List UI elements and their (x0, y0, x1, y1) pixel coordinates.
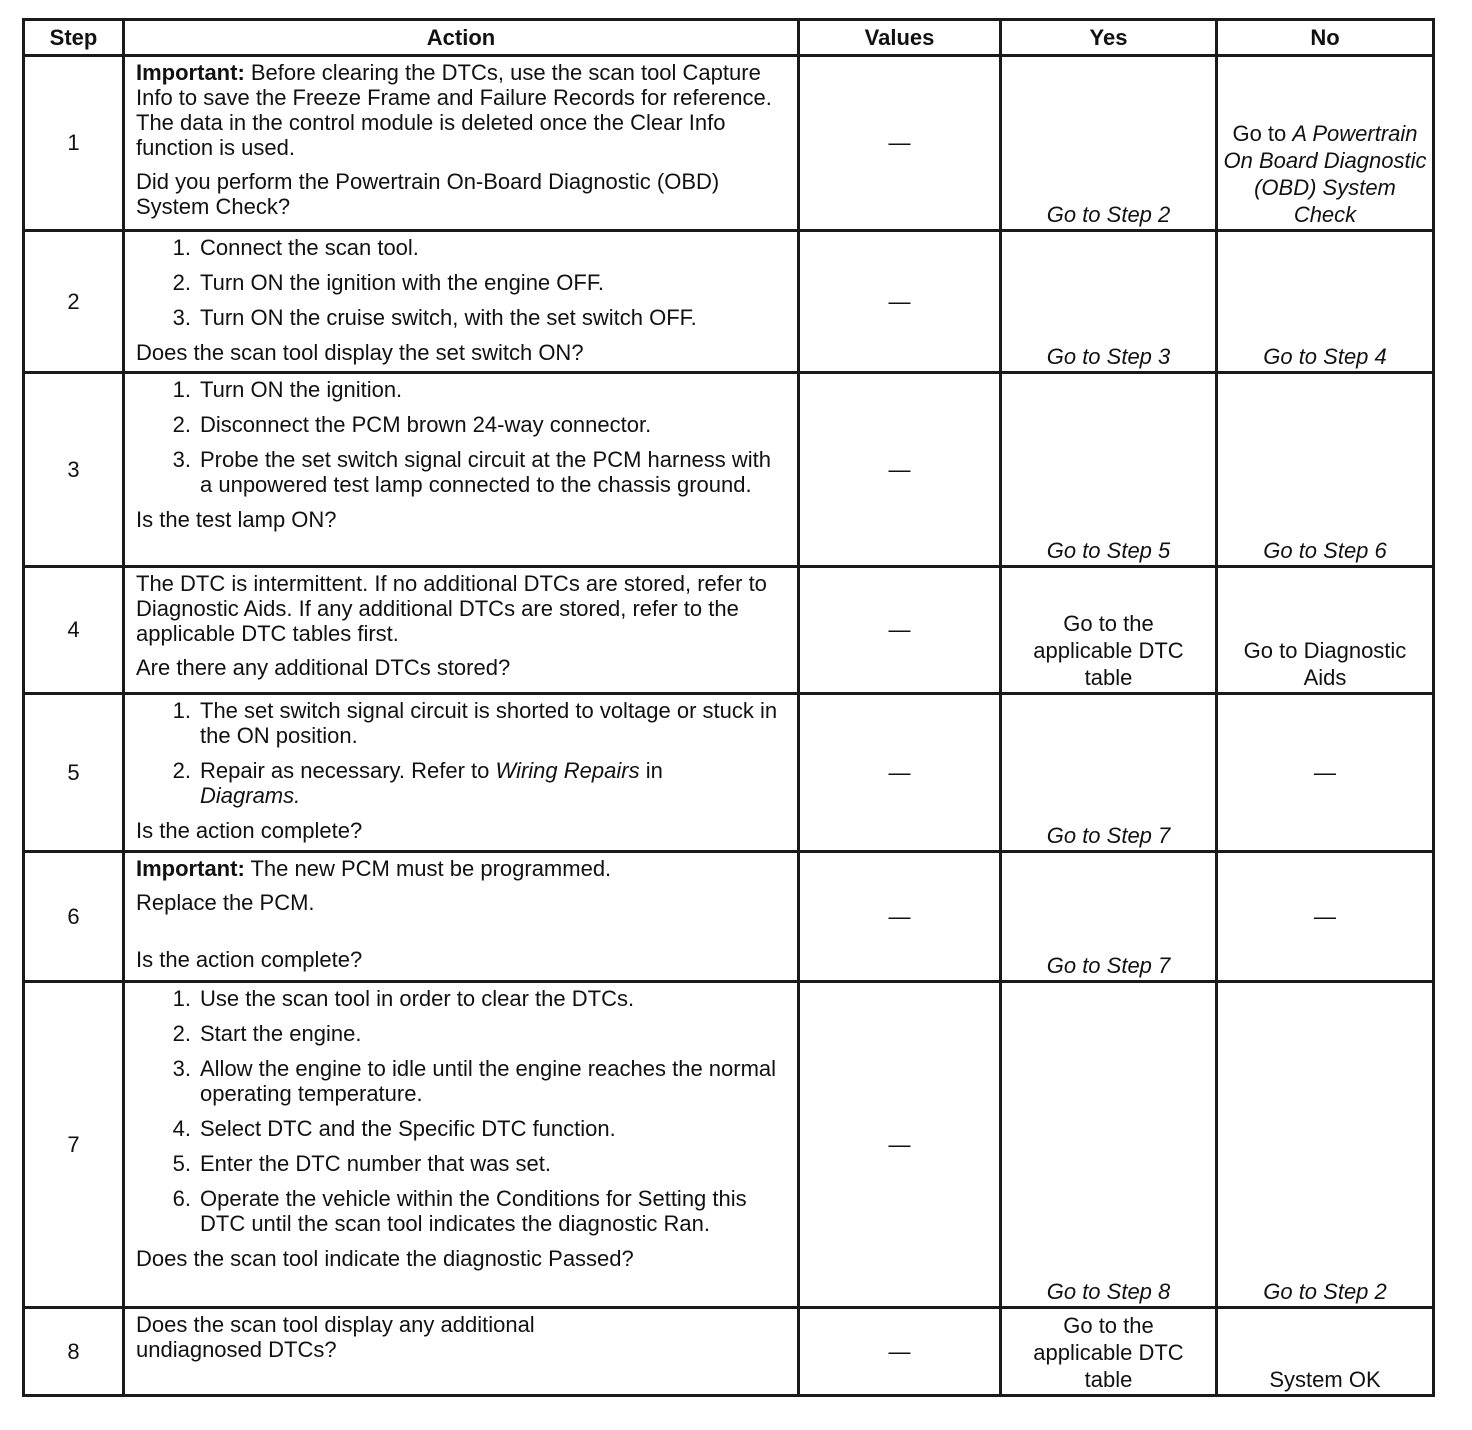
action-question: Does the scan tool display the set switch ON? (136, 340, 584, 365)
action-list (136, 986, 787, 1236)
list-item: 3. Probe the set switch signal circuit at the PCM harness with a unpowered test lamp connected to the chassis ground. (172, 447, 772, 497)
no-cell: — (1217, 694, 1434, 852)
step-number: 3 (24, 373, 124, 567)
values-cell: — (799, 373, 1001, 567)
action-cell (124, 694, 799, 852)
values-cell: — (799, 567, 1001, 694)
table-row (24, 373, 1434, 567)
header-row (24, 20, 1434, 56)
header-step: Step (24, 20, 124, 56)
step-number: 2 (24, 231, 124, 373)
table-row (24, 694, 1434, 852)
list-item: 3. Allow the engine to idle until the engine reaches the normal operating temperature. (172, 1056, 777, 1106)
list-item: 2. Disconnect the PCM brown 24-way connector. (172, 412, 652, 437)
list-item: 2. Turn ON the ignition with the engine OFF. (172, 270, 604, 295)
yes-cell: Go to Step 7 (1001, 694, 1217, 852)
diagnostic-table-container (22, 18, 1432, 1397)
step-number: 6 (24, 852, 124, 982)
no-link: A Powertrain On Board Diagnostic (OBD) System Check (1223, 121, 1427, 227)
action-important (136, 60, 787, 160)
diagnostic-table (22, 18, 1435, 1397)
step-number: 8 (24, 1308, 124, 1396)
action-list (136, 698, 787, 808)
action-cell (124, 982, 799, 1308)
action-question: Does the scan tool indicate the diagnostic Passed? (136, 1246, 634, 1271)
action-important (136, 856, 787, 881)
header-no: No (1217, 20, 1434, 56)
action-cell (124, 852, 799, 982)
yes-cell: Go to Step 2 (1001, 56, 1217, 231)
action-cell (124, 56, 799, 231)
table-row (24, 852, 1434, 982)
list-item: 1. The set switch signal circuit is shorted to voltage or stuck in the ON position. (172, 698, 778, 748)
table-row (24, 982, 1434, 1308)
table-row (24, 1308, 1434, 1396)
list-item: 5. Enter the DTC number that was set. (172, 1151, 551, 1176)
yes-cell: Go to the applicable DTC table (1001, 567, 1217, 694)
important-text: The new PCM must be programmed. (244, 856, 612, 881)
step-number: 4 (24, 567, 124, 694)
list-item: 2. Start the engine. (172, 1021, 362, 1046)
yes-cell: Go to the applicable DTC table (1001, 1308, 1217, 1396)
no-cell: System OK (1217, 1308, 1434, 1396)
table-row (24, 567, 1434, 694)
yes-cell: Go to Step 8 (1001, 982, 1217, 1308)
action-cell (124, 373, 799, 567)
list-item: 4. Select DTC and the Specific DTC function. (172, 1116, 616, 1141)
header-action: Action (124, 20, 799, 56)
action-question: Did you perform the Powertrain On-Board Diagnostic (OBD) System Check? (136, 169, 720, 219)
list-item: 1. Use the scan tool in order to clear the DTCs. (172, 986, 635, 1011)
action-question: Is the test lamp ON? (136, 507, 337, 532)
list-item: 3. Turn ON the cruise switch, with the set switch OFF. (172, 305, 697, 330)
yes-cell: Go to Step 5 (1001, 373, 1217, 567)
list-item: 1. Turn ON the ignition. (172, 377, 403, 402)
no-cell: Go to Step 6 (1217, 373, 1434, 567)
important-label: Important: (136, 856, 245, 881)
diagrams-ref: Diagrams. (200, 783, 301, 808)
values-cell: — (799, 231, 1001, 373)
action-list (136, 235, 787, 330)
action-list (136, 377, 787, 497)
table-row (24, 231, 1434, 373)
step-number: 1 (24, 56, 124, 231)
list-item: 1. Connect the scan tool. (172, 235, 419, 260)
no-cell: — (1217, 852, 1434, 982)
important-text: Before clearing the DTCs, use the scan tool Capture Info to save the Freeze Frame and Failure Records for reference. The data in the control module is deleted once the Clear Info function is used. (136, 60, 772, 160)
wiring-repairs-ref: Wiring Repairs (495, 758, 640, 783)
action-cell (124, 1308, 799, 1396)
action-question: Does the scan tool display any additional undiagnosed DTCs? (136, 1312, 535, 1362)
action-text: The DTC is intermittent. If no additional DTCs are stored, refer to Diagnostic Aids. If any additional DTCs are stored, refer to the applicable DTC tables first. (136, 571, 767, 646)
action-text: Replace the PCM. (136, 890, 315, 915)
action-cell (124, 231, 799, 373)
values-cell: — (799, 1308, 1001, 1396)
no-cell: Go to Step 4 (1217, 231, 1434, 373)
no-cell (1217, 56, 1434, 231)
values-cell: — (799, 694, 1001, 852)
yes-cell: Go to Step 7 (1001, 852, 1217, 982)
yes-cell: Go to Step 3 (1001, 231, 1217, 373)
important-label: Important: (136, 60, 245, 85)
values-cell: — (799, 56, 1001, 231)
no-cell: Go to Diagnostic Aids (1217, 567, 1434, 694)
header-yes: Yes (1001, 20, 1217, 56)
action-cell (124, 567, 799, 694)
no-cell: Go to Step 2 (1217, 982, 1434, 1308)
action-question: Are there any additional DTCs stored? (136, 655, 511, 680)
table-row (24, 56, 1434, 231)
action-question: Is the action complete? (136, 947, 363, 972)
list-item: 2. Repair as necessary. Refer to Wiring Repairs in Diagrams. (172, 758, 663, 808)
no-prefix: Go to (1232, 121, 1293, 146)
step-number: 7 (24, 982, 124, 1308)
list-item: 6. Operate the vehicle within the Conditions for Setting this DTC until the scan tool indicates the diagnostic Ran. (172, 1186, 747, 1236)
values-cell: — (799, 982, 1001, 1308)
header-values: Values (799, 20, 1001, 56)
values-cell: — (799, 852, 1001, 982)
step-number: 5 (24, 694, 124, 852)
action-question: Is the action complete? (136, 818, 363, 843)
